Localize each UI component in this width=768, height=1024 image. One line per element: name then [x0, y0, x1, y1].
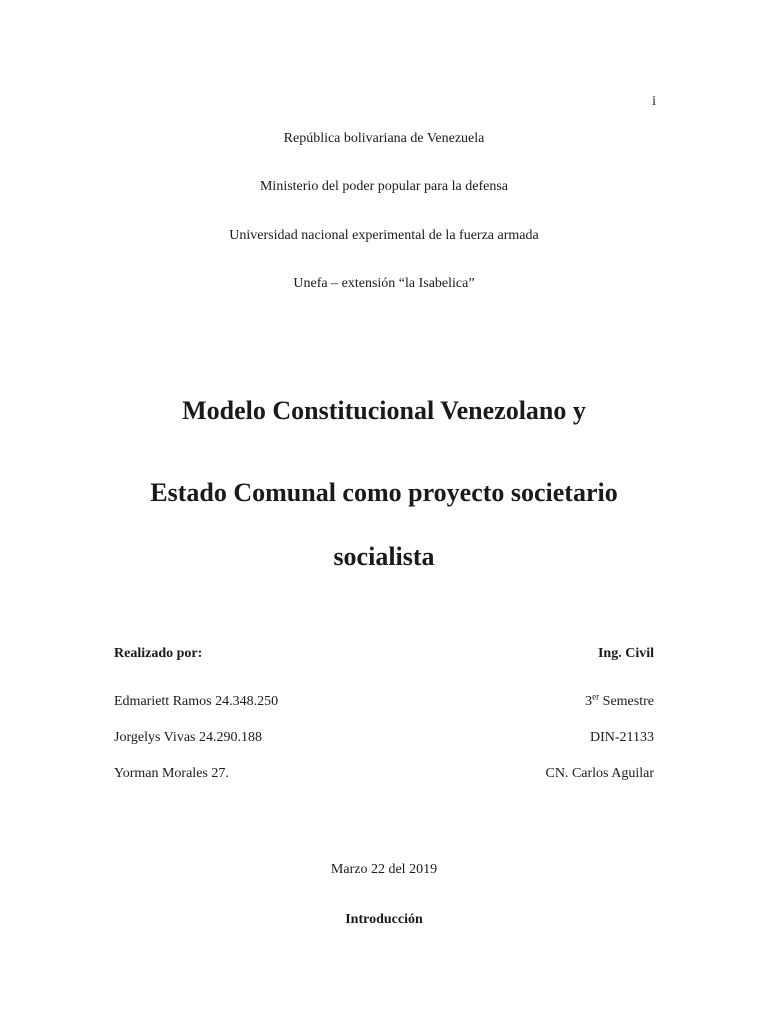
- authors-label: Realizado por:: [114, 646, 203, 661]
- author-row-3: [114, 766, 654, 786]
- author-name: Jorgelys Vivas 24.290.188: [114, 730, 262, 745]
- institution-line-1: República bolivariana de Venezuela: [283, 131, 485, 146]
- page-number: i: [652, 94, 656, 109]
- author-name: Edmariett Ramos 24.348.250: [114, 694, 279, 709]
- institution-line-4: Unefa – extensión “la Isabelica”: [293, 276, 475, 291]
- teacher-name: CN. Carlos Aguilar: [545, 766, 654, 781]
- institution-line-2: Ministerio del poder popular para la defensa: [259, 179, 509, 194]
- author-row-1: [114, 691, 654, 714]
- career-label: Ing. Civil: [597, 646, 654, 661]
- semester-label: 3er Semestre: [585, 691, 654, 709]
- document-title-line-3: socialista: [333, 542, 435, 571]
- section-code: DIN-21133: [589, 730, 654, 745]
- section-heading-introduccion: Introducción: [345, 912, 423, 927]
- author-row-2: [114, 730, 654, 750]
- institution-line-3: Universidad nacional experimental de la fuerza armada: [229, 228, 539, 243]
- author-name: Yorman Morales 27.: [114, 766, 229, 781]
- authors-header-row: [114, 646, 654, 666]
- document-title-line-1: Modelo Constitucional Venezolano y: [182, 396, 586, 425]
- document-date: Marzo 22 del 2019: [330, 862, 438, 877]
- document-title-line-2: Estado Comunal como proyecto societario: [150, 478, 618, 507]
